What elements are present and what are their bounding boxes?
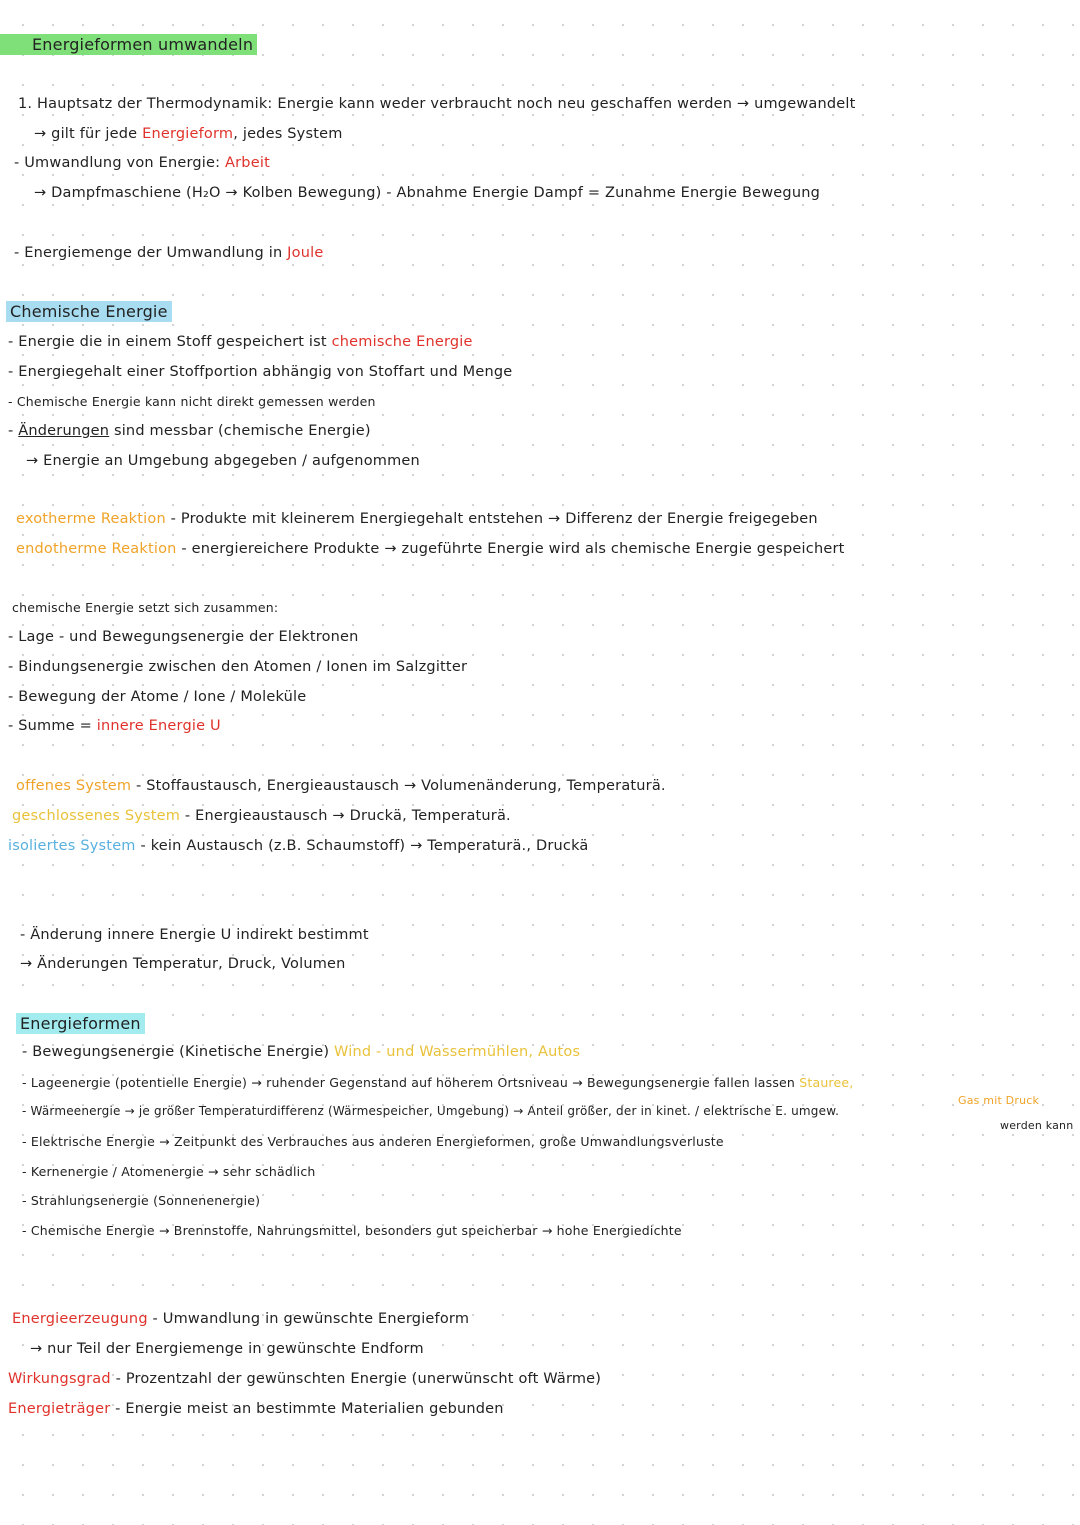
text-line: - Änderungen sind messbar (chemische Energie) — [8, 423, 371, 439]
text-line: → Änderungen Temperatur, Druck, Volumen — [20, 956, 346, 972]
annotation: werden kann — [1000, 1119, 1074, 1132]
exotherm-line: exotherme Reaktion - Produkte mit kleinerem Energiegehalt entstehen → Differenz der Energie freigegeben — [16, 511, 818, 527]
text-line: - Bindungsenergie zwischen den Atomen / Ionen im Salzgitter — [8, 659, 468, 675]
text-line: - Wärmeenergie → je größer Temperaturdifferenz (Wärmespeicher, Umgebung) → Anteil größer, der in kinet. / elektrische E. umgew. — [22, 1104, 840, 1118]
text-line: - Lage - und Bewegungsenergie der Elektronen — [8, 629, 359, 645]
text-line: - Chemische Energie kann nicht direkt gemessen werden — [8, 394, 376, 409]
text-line: - Bewegungsenergie (Kinetische Energie) Wind - und Wassermühlen, Autos — [22, 1044, 581, 1060]
text-line: - Bewegung der Atome / Ione / Moleküle — [8, 689, 307, 705]
closed-system-line: geschlossenes System - Energieaustausch → Druckä, Temperaturä. — [12, 808, 511, 824]
annotation: Gas mit Druck — [958, 1094, 1040, 1107]
text-line: - Energiegehalt einer Stoffportion abhängig von Stoffart und Menge — [8, 364, 513, 380]
energietraeger-line: Energieträger - Energie meist an bestimmte Materialien gebunden — [8, 1401, 504, 1417]
text-line: - Elektrische Energie → Zeitpunkt des Verbrauches aus anderen Energieformen, große Umwandlungsverluste — [22, 1134, 724, 1149]
open-system-line: offenes System - Stoffaustausch, Energieaustausch → Volumenänderung, Temperaturä. — [16, 778, 666, 794]
energieerzeugung-line: Energieerzeugung - Umwandlung in gewünschte Energieform — [12, 1311, 470, 1327]
wirkungsgrad-line: Wirkungsgrad - Prozentzahl der gewünschten Energie (unerwünscht oft Wärme) — [8, 1371, 602, 1387]
text-line: → nur Teil der Energiemenge in gewünschte Endform — [30, 1341, 424, 1357]
text-line: - Summe = innere Energie U — [8, 718, 221, 734]
text-line: - Kernenergie / Atomenergie → sehr schädlich — [22, 1164, 316, 1179]
section-title-energieformen-umwandeln — [0, 35, 257, 54]
isolated-system-line: isoliertes System - kein Austausch (z.B. Schaumstoff) → Temperaturä., Druckä — [8, 838, 589, 854]
text-line: - Chemische Energie → Brennstoffe, Nahrungsmittel, besonders gut speicherbar → hohe Energiedichte — [22, 1223, 682, 1238]
text-line: 1. Hauptsatz der Thermodynamik: Energie kann weder verbraucht noch neu geschaffen werden → umgewandelt — [18, 96, 856, 112]
text-line: - Änderung innere Energie U indirekt bestimmt — [20, 927, 369, 943]
endotherm-line: endotherme Reaktion - energiereichere Produkte → zugeführte Energie wird als chemische Energie gespeichert — [16, 541, 845, 557]
section-title-chemische-energie: Chemische Energie — [6, 302, 172, 321]
text-line: - Lageenergie (potentielle Energie) → ruhender Gegenstand auf höherem Ortsniveau → Bewegungsenergie fallen lassen Stauree, — [22, 1075, 854, 1090]
text-line: - Umwandlung von Energie: Arbeit — [14, 155, 270, 171]
text-line: → Dampfmaschiene (H₂O → Kolben Bewegung) - Abnahme Energie Dampf = Zunahme Energie Bewegung — [34, 185, 821, 201]
text-line: → gilt für jede Energieform, jedes System — [34, 126, 343, 142]
text-line: - Energiemenge der Umwandlung in Joule — [14, 245, 324, 261]
title-text: Energieformen umwandeln — [0, 34, 257, 55]
text-line: - Strahlungsenergie (Sonnenenergie) — [22, 1193, 261, 1208]
section-title-energieformen: Energieformen — [16, 1014, 145, 1033]
text-line: → Energie an Umgebung abgegeben / aufgenommen — [26, 453, 420, 469]
text-line: - Energie die in einem Stoff gespeichert ist chemische Energie — [8, 334, 473, 350]
text-line: chemische Energie setzt sich zusammen: — [12, 600, 279, 615]
